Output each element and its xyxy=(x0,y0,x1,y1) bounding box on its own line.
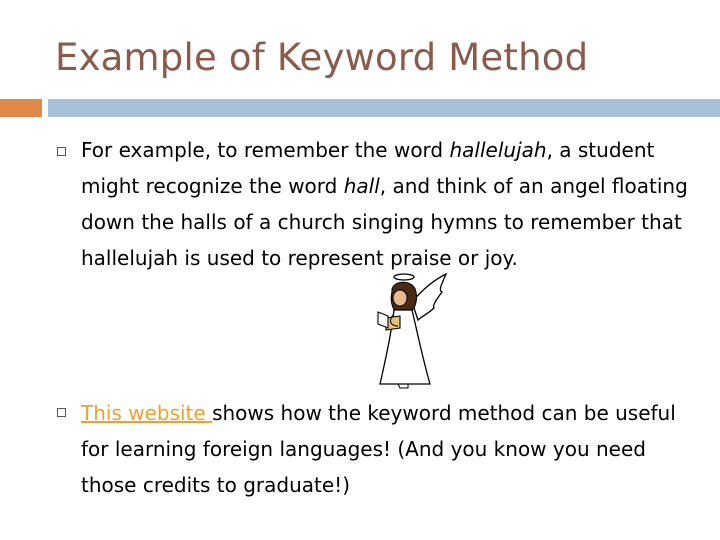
bullet-paragraph-2: This website shows how the keyword method can be useful for learning foreign languages! (And you know you need those credits to graduate!) xyxy=(81,401,676,497)
website-link[interactable]: This website xyxy=(81,401,213,425)
slide-title: Example of Keyword Method xyxy=(55,36,589,79)
accent-bar-orange xyxy=(0,99,42,117)
angel-illustration xyxy=(366,266,452,390)
bullet-square-icon xyxy=(57,408,66,417)
bullet-square-icon xyxy=(57,147,66,156)
bullet-paragraph-1: For example, to remember the word hallelujah, a student might recognize the word hall, and think of an angel floating down the halls of a church singing hymns to remember that hallelujah is used to represent praise or joy. xyxy=(81,138,688,270)
accent-bar-blue xyxy=(48,99,720,117)
